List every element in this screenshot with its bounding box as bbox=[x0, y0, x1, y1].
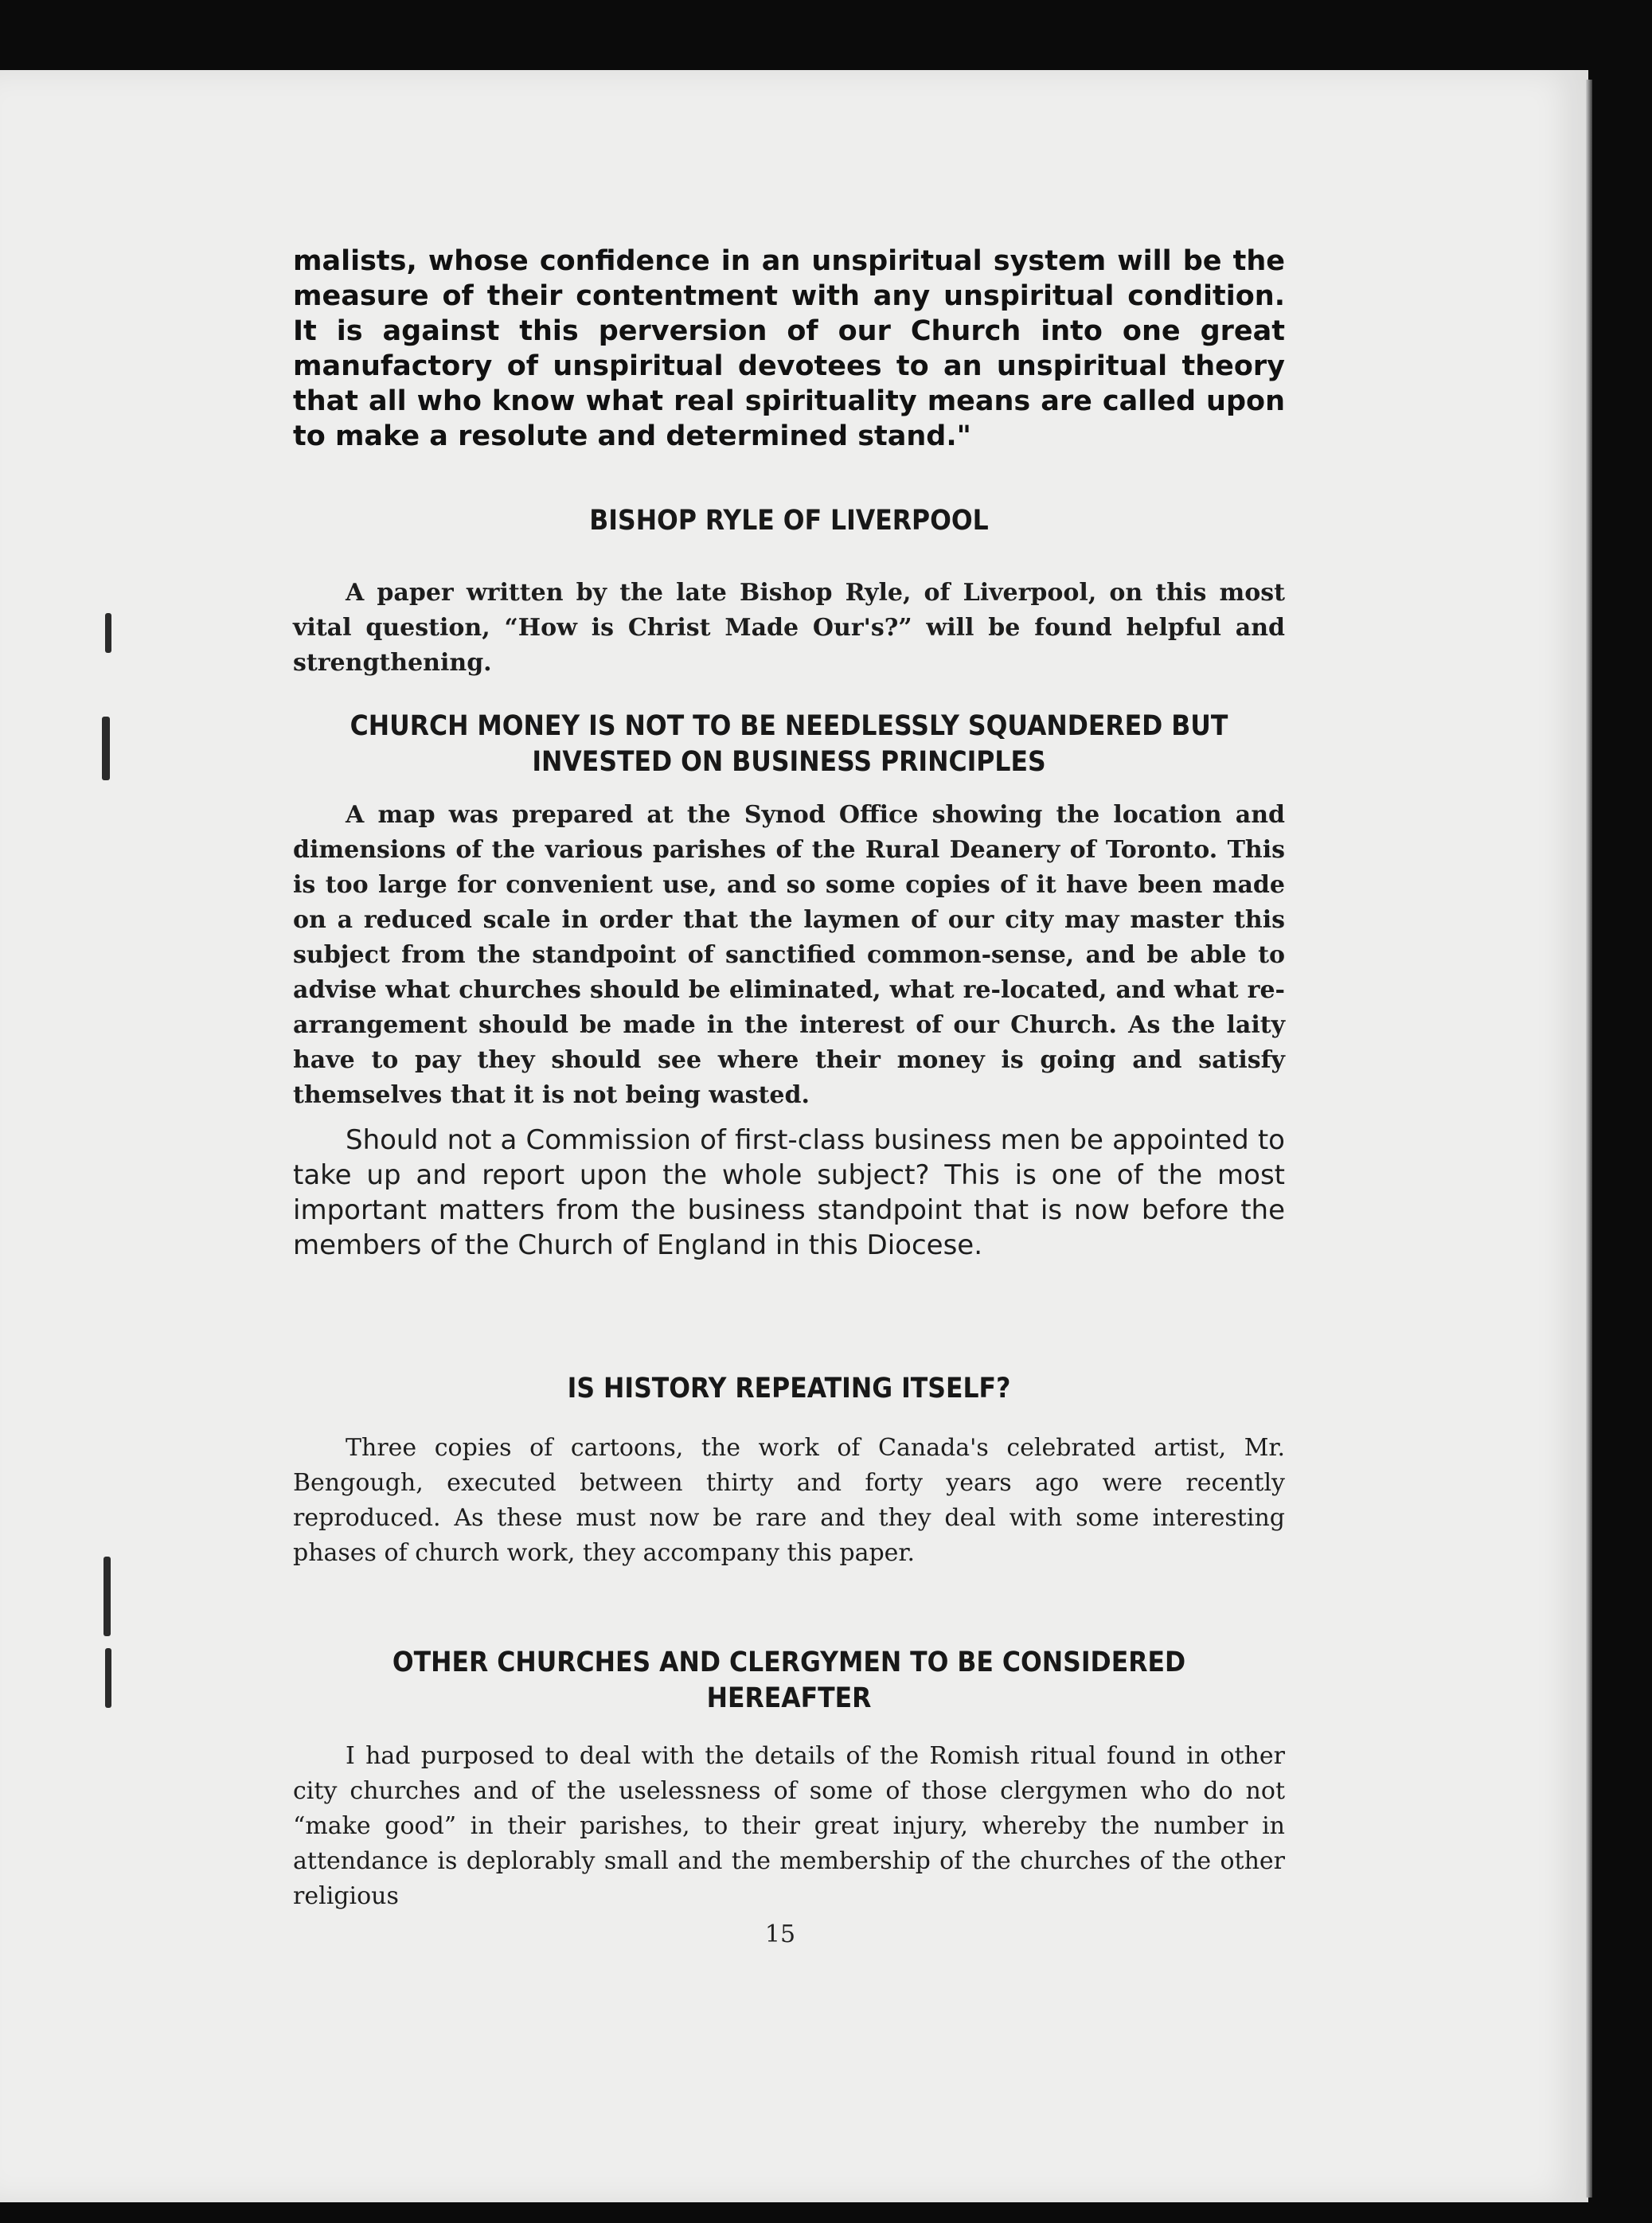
margin-mark bbox=[105, 1648, 111, 1708]
page-edge-shadow bbox=[1586, 80, 1592, 2198]
section-paragraph: A map was prepared at the Synod Office showing the location and dimensions of the various parishes of the Rural Deanery of Toronto. This is too large for convenient use, and so some copies of it have been made on a reduced scale in order that the laymen of our city may master this subject from the standpoint of sanctified common-sense, and be able to advise what churches should be eliminated, what re-located, and what re-arrangement should be made in the interest of our Church. As the laity have to pay they should see where their money is going and satisfy themselves that it is not being wasted. bbox=[293, 801, 1285, 1109]
section-history bbox=[293, 1371, 1285, 1571]
section-church-money bbox=[293, 709, 1285, 1263]
section-heading: OTHER CHURCHES AND CLERGYMEN TO BE CONSIDERED HEREAFTER bbox=[392, 1647, 1186, 1714]
section-bishop-ryle bbox=[293, 503, 1285, 681]
margin-mark bbox=[102, 717, 110, 780]
section-heading: CHURCH MONEY IS NOT TO BE NEEDLESSLY SQUANDERED BUT INVESTED ON BUSINESS PRINCIPLES bbox=[350, 710, 1228, 778]
opening-paragraph-block bbox=[293, 244, 1285, 454]
section-heading: IS HISTORY REPEATING ITSELF? bbox=[567, 1373, 1011, 1405]
page-number: 15 bbox=[764, 1920, 796, 1948]
section-other-churches bbox=[293, 1645, 1285, 1914]
opening-paragraph: malists, whose confidence in an unspiritual system will be the measure of their contentment with any unspiritual condition. It is against this perversion of our Church into one great manufactory of unspiritual devotees to an unspiritual theory that all who know what real spirituality means are called upon to make a resolute and determined stand." bbox=[293, 245, 1285, 452]
section-paragraph: I had purposed to deal with the details of the Romish ritual found in other city churches and of the uselessness of some of those clergymen who do not “make good” in their parishes, to their great injury, whereby the number in attendance is deplorably small and the membership of the churches of the other religious bbox=[293, 1742, 1285, 1910]
section-paragraph: A paper written by the late Bishop Ryle, of Liverpool, on this most vital question, “How is Christ Made Our's?” will be found helpful and strengthening. bbox=[293, 579, 1285, 677]
section-paragraph: Three copies of cartoons, the work of Canada's celebrated artist, Mr. Bengough, executed between thirty and forty years ago were recently reproduced. As these must now be rare and they deal with some interesting phases of church work, they accompany this paper. bbox=[293, 1434, 1285, 1567]
margin-mark bbox=[105, 613, 111, 653]
section-paragraph: Should not a Commission of first-class business men be appointed to take up and report upon the whole subject? This is one of the most important matters from the business standpoint that is now before the members of the Church of England in this Diocese. bbox=[293, 1124, 1285, 1261]
margin-mark bbox=[103, 1557, 111, 1636]
section-heading: BISHOP RYLE OF LIVERPOOL bbox=[589, 505, 989, 537]
